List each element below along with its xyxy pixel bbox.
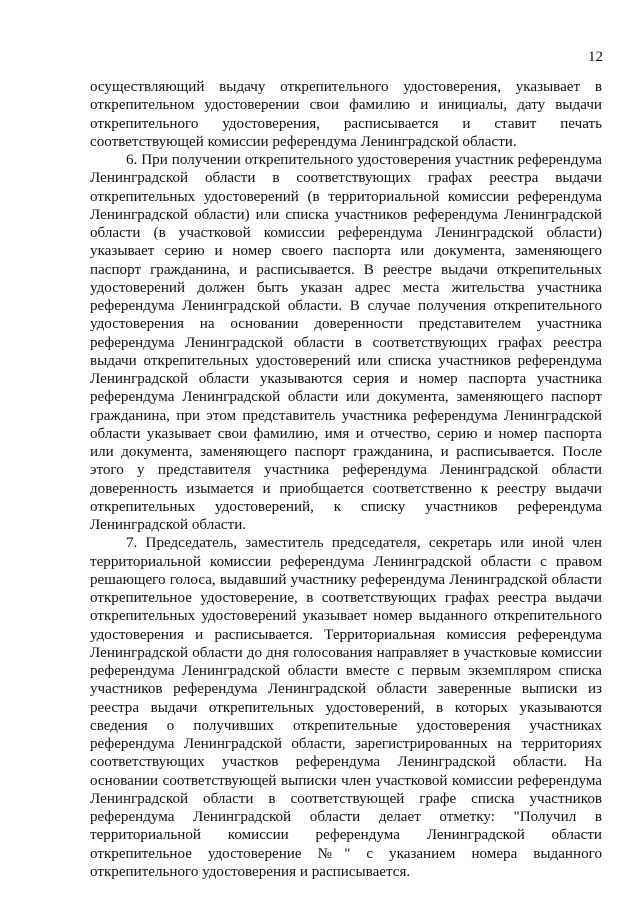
- document-body: [90, 78, 602, 881]
- paragraph-item-6: 6. При получении открепительного удостоверения участник референдума Ленинградской области в соответствующих графах реестра выдачи открепительных удостоверений (в территориальной комиссии референдума Ленинградской области) или списка участников референдума Ленинградской области (в участковой комиссии референдума Ленинградской области) указывает серию и номер своего паспорта или документа, заменяющего паспорт гражданина, и расписывается. В реестре выдачи открепительных удостоверений должен быть указан адрес места жительства участника референдума Ленинградской области. В случае получения открепительного удостоверения на основании доверенности представителем участника референдума Ленинградской области в соответствующих графах реестра выдачи открепительных удостоверений или списка участников референдума Ленинградской области указываются серия и номер паспорта участника референдума Ленинградской области или документа, заменяющего паспорт гражданина, при этом представитель участника референдума Ленинградской области указывает свои фамилию, имя и отчество, серию и номер паспорта или документа, заменяющего паспорт гражданина, и расписывается. После этого у представителя участника референдума Ленинградской области доверенность изымается и приобщается соответственно к реестру выдачи открепительных удостоверений, к списку участников референдума Ленинградской области.: [90, 152, 602, 533]
- page-number: 12: [588, 49, 603, 65]
- paragraph-continuation: осуществляющий выдачу открепительного удостоверения, указывает в открепительном удостоверении свои фамилию и инициалы, дату выдачи открепительного удостоверения, расписывается и ставит печать соответствующей комиссии референдума Ленинградской области.: [90, 79, 602, 150]
- paragraph-item-7: 7. Председатель, заместитель председателя, секретарь или иной член территориальной комиссии референдума Ленинградской области с правом решающего голоса, выдавший участнику референдума Ленинградской области открепительное удостоверение, в соответствующих графах реестра выдачи открепительных удостоверений указывает номер выданного открепительного удостоверения и расписывается. Территориальная комиссия референдума Ленинградской области до дня голосования направляет в участковые комиссии референдума Ленинградской области вместе с первым экземпляром списка участников референдума Ленинградской области заверенные выписки из реестра выдачи открепительных удостоверений, в которых указываются сведения о получивших открепительные удостоверения участниках референдума Ленинградской области, зарегистрированных на территориях соответствующих участков референдума Ленинградской области. На основании соответствующей выписки член участковой комиссии референдума Ленинградской области в соответствующей графе списка участников референдума Ленинградской области делает отметку: "Получил в территориальной комиссии референдума Ленинградской области открепительное удостоверение №" с указанием номера выданного открепительного удостоверения и расписывается.: [90, 535, 602, 880]
